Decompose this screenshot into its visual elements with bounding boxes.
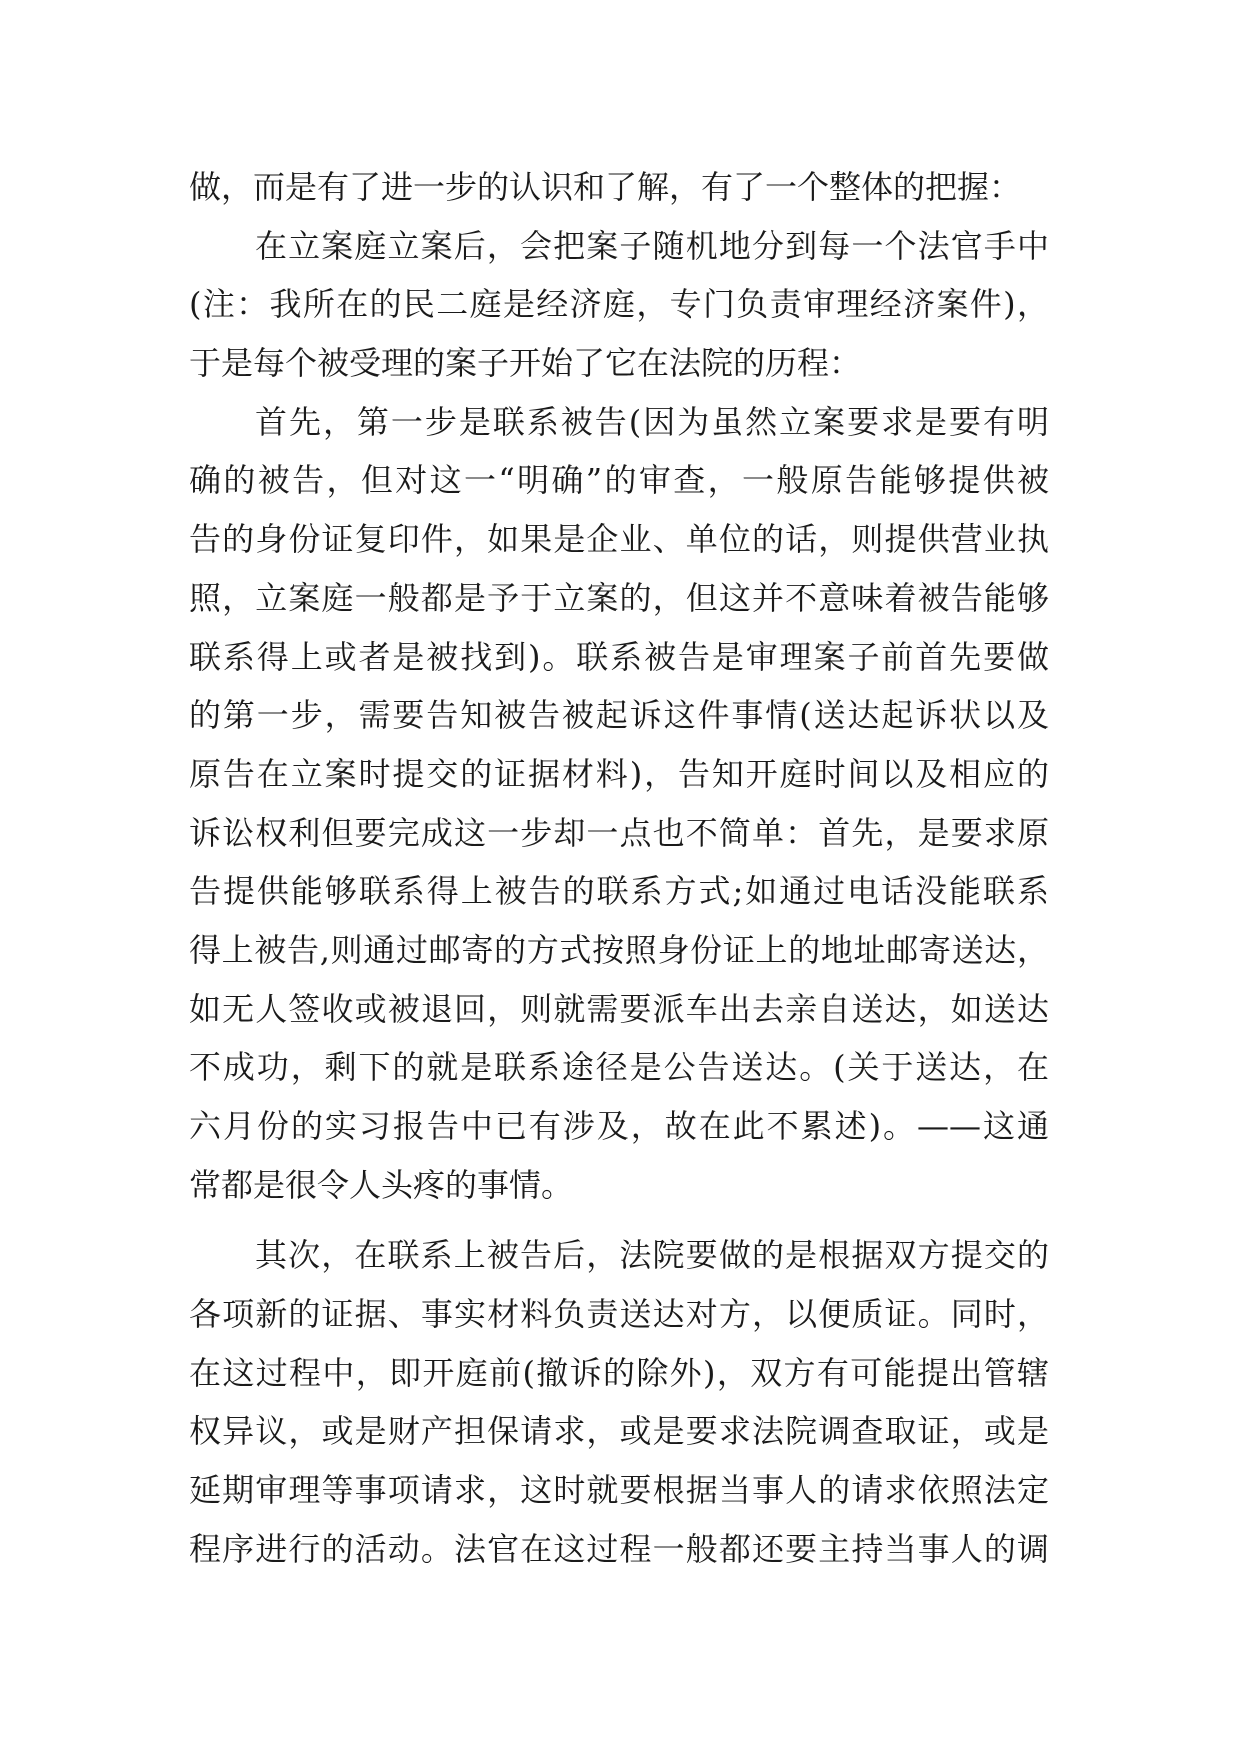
text-line: 在这过程中，即开庭前(撤诉的除外)，双方有可能提出管辖 [189,1353,1049,1392]
text-line: 告的身份证复印件，如果是企业、单位的话，则提供营业执 [189,520,1049,559]
text-line: 常都是很令人头疼的事情。 [189,1165,574,1204]
text-line: 各项新的证据、事实材料负责送达对方，以便质证。同时， [189,1295,1049,1334]
text-line: (注：我所在的民二庭是经济庭，专门负责审理经济案件)， [189,285,1049,324]
paragraph [189,217,1049,393]
paragraph [189,1226,1049,1578]
text-line: 照，立案庭一般都是予于立案的，但这并不意味着被告能够 [189,578,1049,617]
text-line: 六月份的实习报告中已有涉及，故在此不累述)。——这通 [189,1107,1049,1145]
text-line: 首先，第一步是联系被告(因为虽然立案要求是要有明 [255,402,1049,441]
text-line: 如无人签收或被退回，则就需要派车出去亲自送达，如送达 [189,989,1049,1028]
text-line: 在立案庭立案后，会把案子随机地分到每一个法官手中 [255,226,1049,265]
text-line: 做，而是有了进一步的认识和了解，有了一个整体的把握： [189,168,1022,206]
text-line: 原告在立案时提交的证据材料)，告知开庭时间以及相应的 [189,754,1049,793]
document-body [189,158,1049,1579]
text-line: 联系得上或者是被找到)。联系被告是审理案子前首先要做 [189,637,1049,676]
text-line: 告提供能够联系得上被告的联系方式;如通过电话没能联系 [189,872,1049,911]
text-line: 于是每个被受理的案子开始了它在法院的历程： [189,344,862,383]
text-line: 得上被告,则通过邮寄的方式按照身份证上的地址邮寄送达， [189,930,1049,969]
text-line: 不成功，剩下的就是联系途径是公告送达。(关于送达，在 [189,1048,1049,1087]
text-line: 延期审理等事项请求，这时就要根据当事人的请求依照法定 [189,1471,1049,1510]
text-line: 程序进行的活动。法官在这过程一般都还要主持当事人的调 [189,1529,1049,1568]
paragraph [189,158,1049,217]
paragraph [189,393,1049,1215]
paragraph-spacing [189,1214,1049,1226]
text-line: 的第一步，需要告知被告被起诉这件事情(送达起诉状以及 [189,696,1049,735]
text-line: 确的被告，但对这一“明确”的审查，一般原告能够提供被 [189,461,1049,500]
text-line: 其次，在联系上被告后，法院要做的是根据双方提交的 [255,1236,1049,1275]
text-line: 权异议，或是财产担保请求，或是要求法院调查取证，或是 [189,1412,1049,1451]
text-line: 诉讼权利但要完成这一步却一点也不简单：首先，是要求原 [189,813,1049,852]
